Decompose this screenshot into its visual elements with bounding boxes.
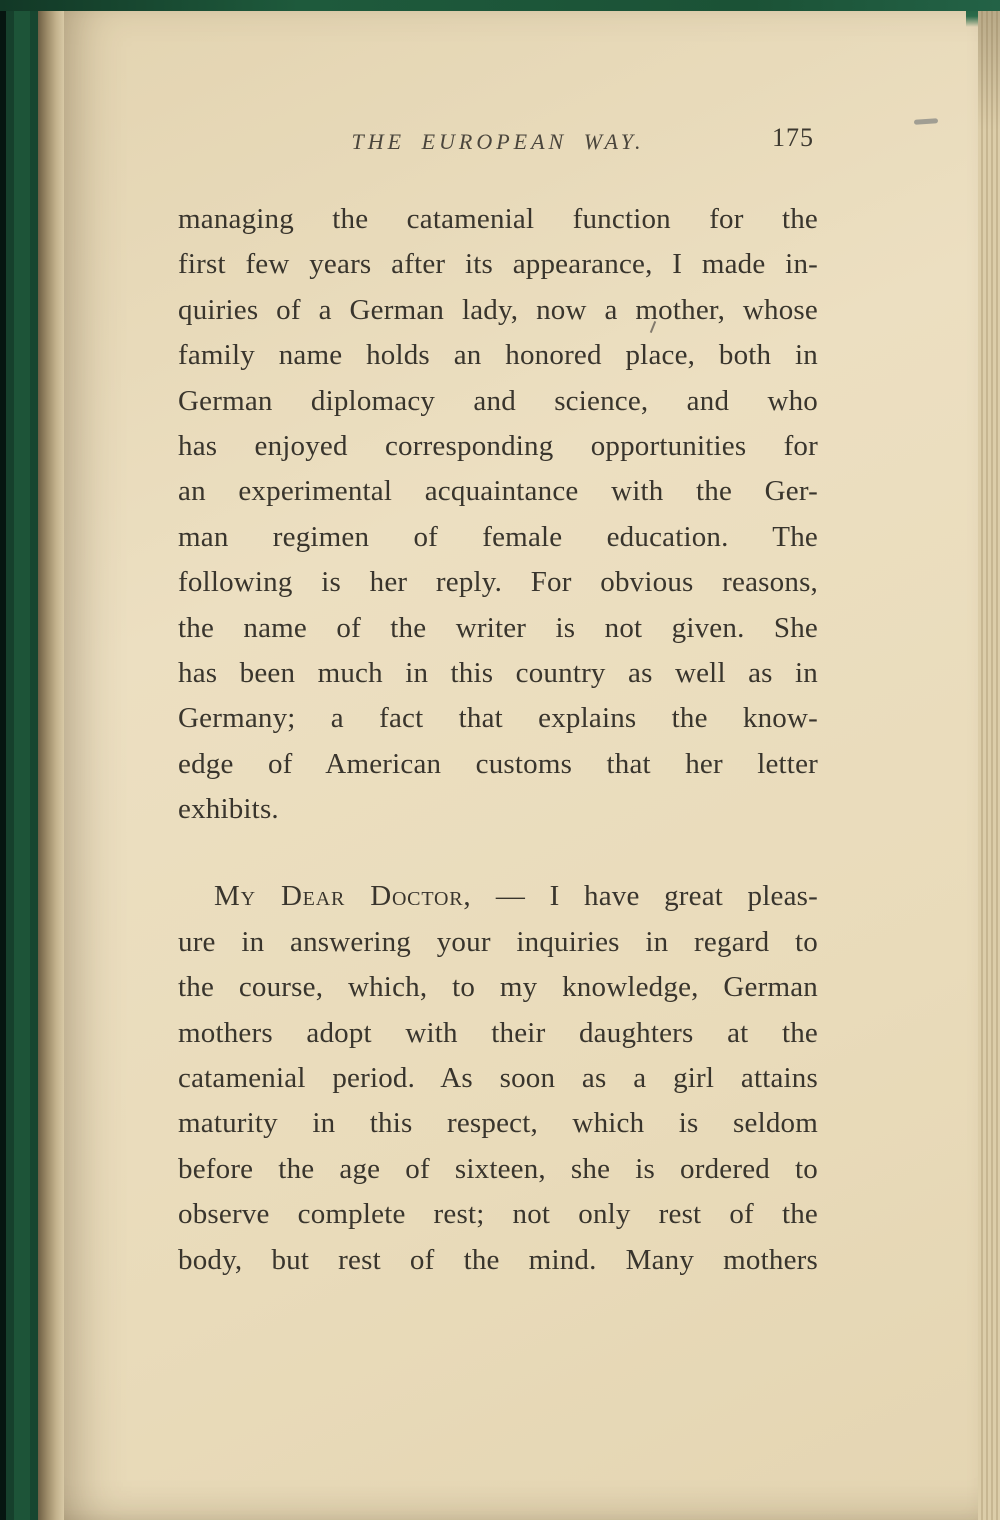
text-line: the name of the writer is not given. She: [178, 611, 818, 644]
text-line: the course, which, to my knowledge, German: [178, 971, 818, 1004]
book-page: [52, 9, 990, 1520]
letter-salutation: [178, 874, 818, 919]
book-cover-left-edge: [0, 0, 38, 1520]
text-line: before the age of sixteen, she is ordered to: [178, 1152, 818, 1185]
text-line: body, but rest of the mind. Many mothers: [178, 1243, 818, 1276]
text-line: has been much in this country as well as in: [178, 656, 818, 689]
text-line: first few years after its appearance, I made in-: [178, 248, 818, 281]
text-line: man regimen of female education. The: [178, 520, 818, 553]
book-cover-top-edge: [0, 0, 1000, 11]
scan-artifact-dash: [914, 118, 938, 125]
text-line: catamenial period. As soon as a girl attains: [178, 1062, 818, 1095]
text-line: mothers adopt with their daughters at the: [178, 1016, 818, 1049]
text-line: quiries of a German lady, now a mother, whose: [178, 293, 818, 326]
body-paragraph: [178, 197, 818, 832]
letter-salutation-smallcaps: My Dear Doctor,: [214, 880, 472, 913]
text-line: managing the catamenial function for the: [178, 203, 818, 235]
text-line: observe complete rest; not only rest of the: [178, 1198, 818, 1231]
text-line: Germany; a fact that explains the know-: [178, 702, 818, 735]
text-line: exhibits.: [178, 793, 279, 826]
page-number: 175: [772, 123, 814, 152]
text-line: following is her reply. For obvious reasons,: [178, 566, 818, 599]
running-header: [178, 121, 818, 167]
text-line: has enjoyed corresponding opportunities for: [178, 429, 818, 462]
text-line: maturity in this respect, which is seldom: [178, 1107, 818, 1140]
text-line: edge of American customs that her letter: [178, 747, 818, 780]
running-title: THE EUROPEAN WAY.: [351, 129, 645, 154]
letter-paragraph: [178, 874, 818, 1283]
letter-salutation-rest: — I have great pleas-: [471, 880, 818, 913]
letter-lines: [178, 920, 818, 1283]
text-line: ure in answering your inquiries in regard to: [178, 925, 818, 958]
text-line: German diplomacy and science, and who: [178, 384, 818, 417]
page-content: [178, 121, 818, 1283]
page-stack-edge: [38, 6, 64, 1520]
text-line: an experimental acquaintance with the Ger-: [178, 475, 818, 508]
page-edge-right: [978, 11, 1000, 1520]
text-line: family name holds an honored place, both in: [178, 339, 818, 372]
